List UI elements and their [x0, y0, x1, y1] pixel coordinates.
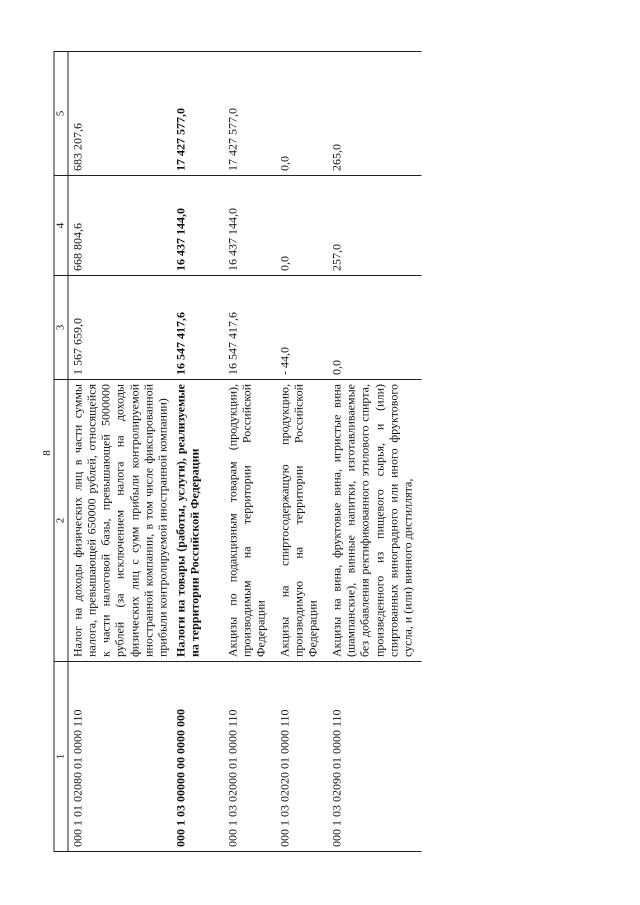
- budget-table: [54, 51, 422, 852]
- table-row: [328, 52, 422, 852]
- header-col-2: 2: [54, 380, 68, 662]
- table-row: [276, 52, 328, 852]
- row-name: Акцизы на вина, фруктовые вина, игристые вина (шампанские), винные напитки, изготавливаемые без добавления ректификованного этилового спирта, произведенного из пищевого сырья, и (или) спиртованных виноградного или иного фруктового сусла, и (или) винного дистиллята,: [328, 380, 422, 662]
- table-row: [172, 52, 224, 852]
- table-row: [68, 52, 172, 852]
- row-value-col5: 17 427 577,0: [172, 52, 224, 176]
- row-value-col3: 16 547 417,6: [224, 276, 276, 380]
- row-value-col4: 16 437 144,0: [172, 176, 224, 276]
- row-value-col3: 16 547 417,6: [172, 276, 224, 380]
- row-value-col3: 0,0: [328, 276, 422, 380]
- row-code: 000 1 03 02090 01 0000 110: [328, 662, 422, 852]
- row-name: Налог на доходы физических лиц в части суммы налога, превышающей 650000 рублей, относящейся к части налоговой базы, превышающей 5000000 рублей (за исключением налога на доходы физических лиц с сумм прибыли контролируемой иностранной компании, в том числе фиксированной прибыли контролируемой иностранной компании): [68, 380, 172, 662]
- row-value-col5: 17 427 577,0: [224, 52, 276, 176]
- row-value-col4: 16 437 144,0: [224, 176, 276, 276]
- row-code: 000 1 03 02000 01 0000 110: [224, 662, 276, 852]
- header-col-5: 5: [54, 52, 68, 176]
- row-value-col4: 0,0: [276, 176, 328, 276]
- row-value-col4: 257,0: [328, 176, 422, 276]
- row-value-col3: - 44,0: [276, 276, 328, 380]
- header-col-4: 4: [54, 176, 68, 276]
- row-name: Акцизы по подакцизным товарам (продукции), производимым на территории Российской Федерации: [224, 380, 276, 662]
- row-code: 000 1 03 02020 01 0000 110: [276, 662, 328, 852]
- row-value-col5: 683 207,6: [68, 52, 172, 176]
- header-col-3: 3: [54, 276, 68, 380]
- row-value-col4: 668 804,6: [68, 176, 172, 276]
- row-value-col3: 1 567 659,0: [68, 276, 172, 380]
- row-value-col5: 0,0: [276, 52, 328, 176]
- table-row: [224, 52, 276, 852]
- row-name: Акцизы на спиртосодержащую продукцию, производимую на территории Российской Федерации: [276, 380, 328, 662]
- header-col-1: 1: [54, 662, 68, 852]
- row-code: 000 1 03 00000 00 0000 000: [172, 662, 224, 852]
- page-number: 8: [41, 450, 53, 456]
- row-value-col5: 265,0: [328, 52, 422, 176]
- header-row: [54, 52, 68, 852]
- row-name: Налоги на товары (работы, услуги), реализуемые на территории Российской Федерации: [172, 380, 224, 662]
- rotated-page: [54, 52, 587, 852]
- row-code: 000 1 01 02080 01 0000 110: [68, 662, 172, 852]
